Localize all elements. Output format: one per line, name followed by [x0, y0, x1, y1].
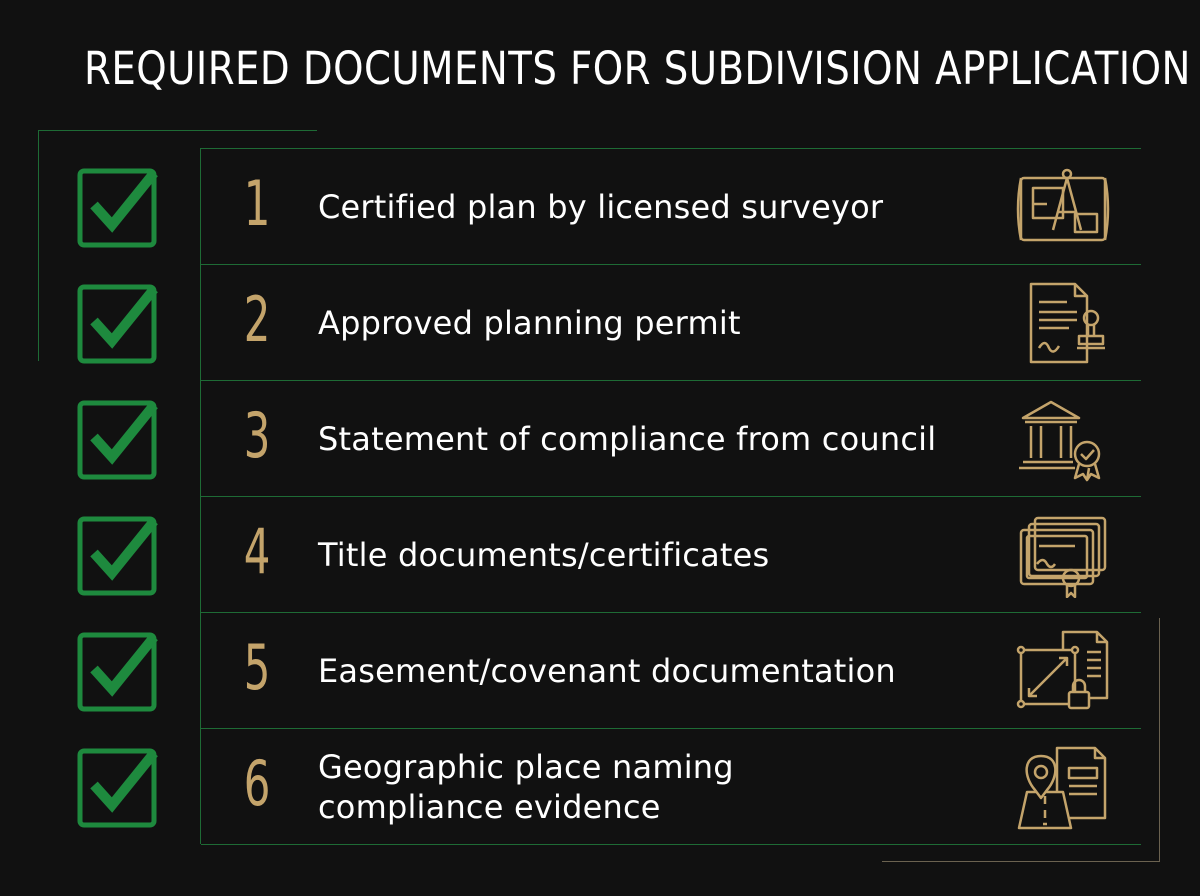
item-number: 5 [243, 631, 271, 704]
certificates-stack-icon [1013, 512, 1113, 598]
checkbox-checked-icon [76, 281, 160, 365]
item-label-line-2: compliance evidence [318, 787, 661, 826]
item-label: Title documents/certificates [318, 535, 770, 574]
decorative-frame-top-left [38, 130, 317, 131]
checkbox-checked-icon [76, 397, 160, 481]
item-number: 2 [243, 283, 271, 356]
item-label: Approved planning permit [318, 303, 741, 342]
government-building-seal-icon [1013, 396, 1113, 482]
item-label: Certified plan by licensed surveyor [318, 187, 884, 226]
item-number: 6 [243, 747, 271, 820]
map-pin-document-icon [1013, 744, 1113, 830]
item-label [318, 729, 998, 844]
checkbox-checked-icon [76, 165, 160, 249]
item-number: 4 [243, 515, 271, 588]
list-item [201, 496, 1141, 612]
page-title: REQUIRED DOCUMENTS FOR SUBDIVISION APPLICATION [84, 42, 1191, 95]
checkbox-checked-icon [76, 629, 160, 713]
item-label: Statement of compliance from council [318, 419, 937, 458]
checkbox-checked-icon [76, 513, 160, 597]
list-item [201, 264, 1141, 380]
list-item [201, 148, 1141, 264]
list-item [201, 612, 1141, 728]
item-label-line-1: Geographic place naming [318, 747, 734, 786]
blueprint-compass-icon [1013, 164, 1113, 250]
list-item [201, 380, 1141, 496]
easement-lock-document-icon [1013, 628, 1113, 714]
decorative-frame-top-left-vertical [38, 130, 39, 361]
list-item [201, 728, 1141, 845]
checkbox-checked-icon [76, 745, 160, 829]
decorative-frame-bottom-right-vertical [1159, 618, 1160, 862]
decorative-frame-bottom-right [882, 861, 1160, 862]
document-stamp-icon [1013, 280, 1113, 366]
item-label: Easement/covenant documentation [318, 651, 896, 690]
item-number: 1 [243, 167, 271, 240]
item-number: 3 [243, 399, 271, 472]
